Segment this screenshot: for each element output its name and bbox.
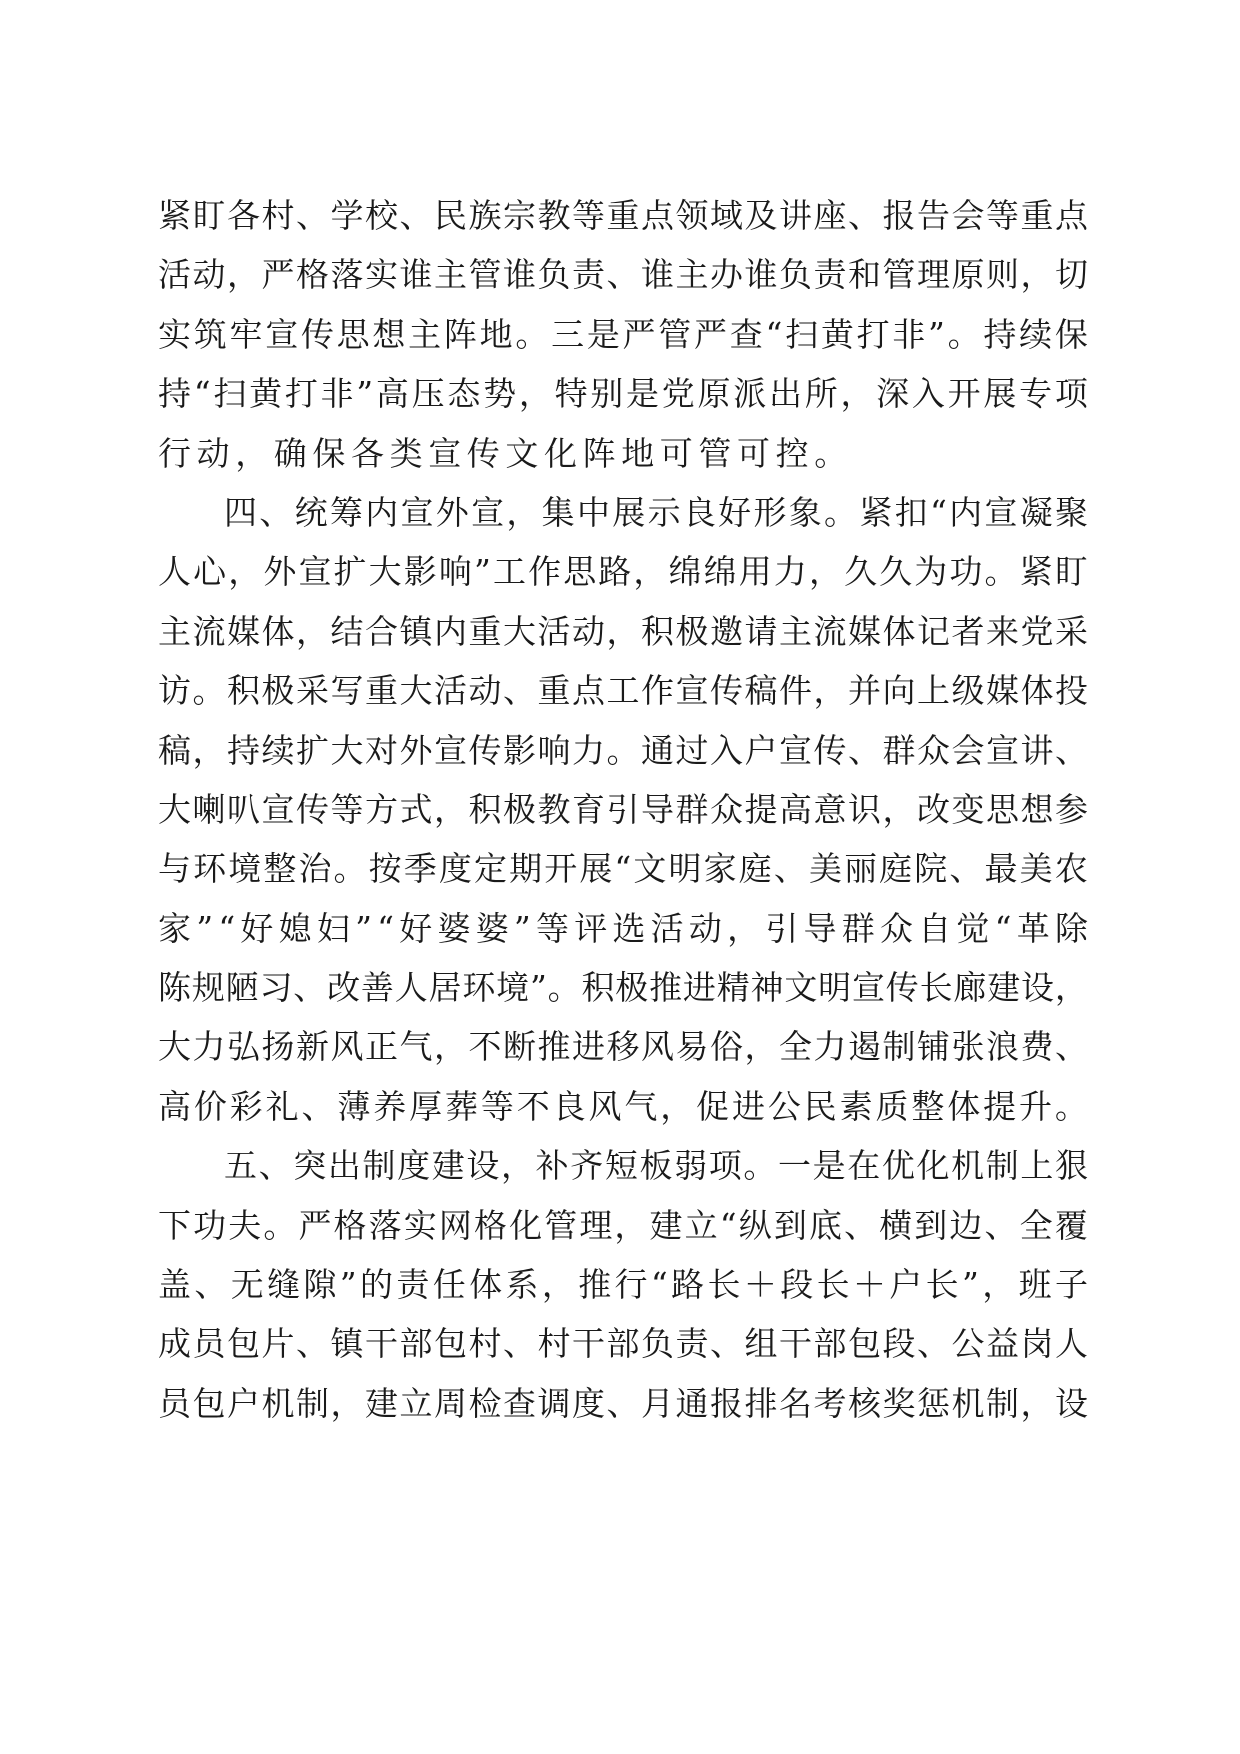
- text-line: 五 、 突 出 制 度 建 设 ， 补 齐 短 板 弱 项 。 一 是 在 优 化 机 制 上 狠: [224, 1146, 1088, 1186]
- text-line: 员 包 户 机 制 ， 建 立 周 检 查 调 度 、 月 通 报 排 名 考 核 奖 惩 机 制 ， 设: [158, 1383, 1088, 1423]
- text-line: 主 流 媒 体 ， 结 合 镇 内 重 大 活 动 ， 积 极 邀 请 主 流 媒 体 记 者 来 党 采: [158, 611, 1088, 651]
- text-line: 下 功 夫 。 严 格 落 实 网 格 化 管 理 ， 建 立 “ 纵 到 底 、 横 到 边 、 全 覆: [158, 1205, 1088, 1245]
- text-line: 访 。 积 极 采 写 重 大 活 动 、 重 点 工 作 宣 传 稿 件 ， 并 向 上 级 媒 体 投: [158, 671, 1088, 711]
- text-line: 行动，确保各类宣传文化阵地可管可控。: [158, 433, 853, 473]
- text-line: 盖 、 无 缝 隙 ” 的 责 任 体 系 ， 推 行 “ 路 长 ＋ 段 长 ＋ 户 长 ” ， 班 子: [158, 1265, 1088, 1305]
- text-line: 人 心 ， 外 宣 扩 大 影 响 ” 工 作 思 路 ， 绵 绵 用 力 ， 久 久 为 功 。 紧 盯: [158, 552, 1088, 592]
- text-line: 大 力 弘 扬 新 风 正 气 ， 不 断 推 进 移 风 易 俗 ， 全 力 遏 制 铺 张 浪 费 、: [158, 1027, 1088, 1067]
- text-line: 实 筑 牢 宣 传 思 想 主 阵 地 。 三 是 严 管 严 查 “ 扫 黄 打 非 ” 。 持 续 保: [158, 314, 1088, 354]
- text-line: 高 价 彩 礼 、 薄 养 厚 葬 等 不 良 风 气 ， 促 进 公 民 素 质 整 体 提 升 。: [158, 1086, 1088, 1126]
- text-line: 大 喇 叭 宣 传 等 方 式 ， 积 极 教 育 引 导 群 众 提 高 意 识 ， 改 变 思 想 参: [158, 789, 1088, 829]
- text-line: 陈 规 陋 习 、 改 善 人 居 环 境 ” 。 积 极 推 进 精 神 文 明 宣 传 长 廊 建 设 ，: [158, 968, 1088, 1008]
- text-line: 家 ” “ 好 媳 妇 ” “ 好 婆 婆 ” 等 评 选 活 动 ， 引 导 群 众 自 觉 “ 革 除: [158, 908, 1088, 948]
- text-line: 活 动 ， 严 格 落 实 谁 主 管 谁 负 责 、 谁 主 办 谁 负 责 和 管 理 原 则 ， 切: [158, 255, 1088, 295]
- text-line: 与 环 境 整 治 。 按 季 度 定 期 开 展 “ 文 明 家 庭 、 美 丽 庭 院 、 最 美 农: [158, 849, 1088, 889]
- text-line: 紧 盯 各 村 、 学 校 、 民 族 宗 教 等 重 点 领 域 及 讲 座 、 报 告 会 等 重 点: [158, 196, 1088, 235]
- text-line: 稿 ， 持 续 扩 大 对 外 宣 传 影 响 力 。 通 过 入 户 宣 传 、 群 众 会 宣 讲 、: [158, 730, 1088, 770]
- document-body: [158, 186, 1088, 1433]
- text-line: 成 员 包 片 、 镇 干 部 包 村 、 村 干 部 负 责 、 组 干 部 包 段 、 公 益 岗 人: [158, 1324, 1088, 1364]
- text-line: 四 、 统 筹 内 宣 外 宣 ， 集 中 展 示 良 好 形 象 。 紧 扣 “ 内 宣 凝 聚: [224, 492, 1088, 532]
- text-line: 持 “ 扫 黄 打 非 ” 高 压 态 势 ， 特 别 是 党 原 派 出 所 ， 深 入 开 展 专 项: [158, 374, 1088, 414]
